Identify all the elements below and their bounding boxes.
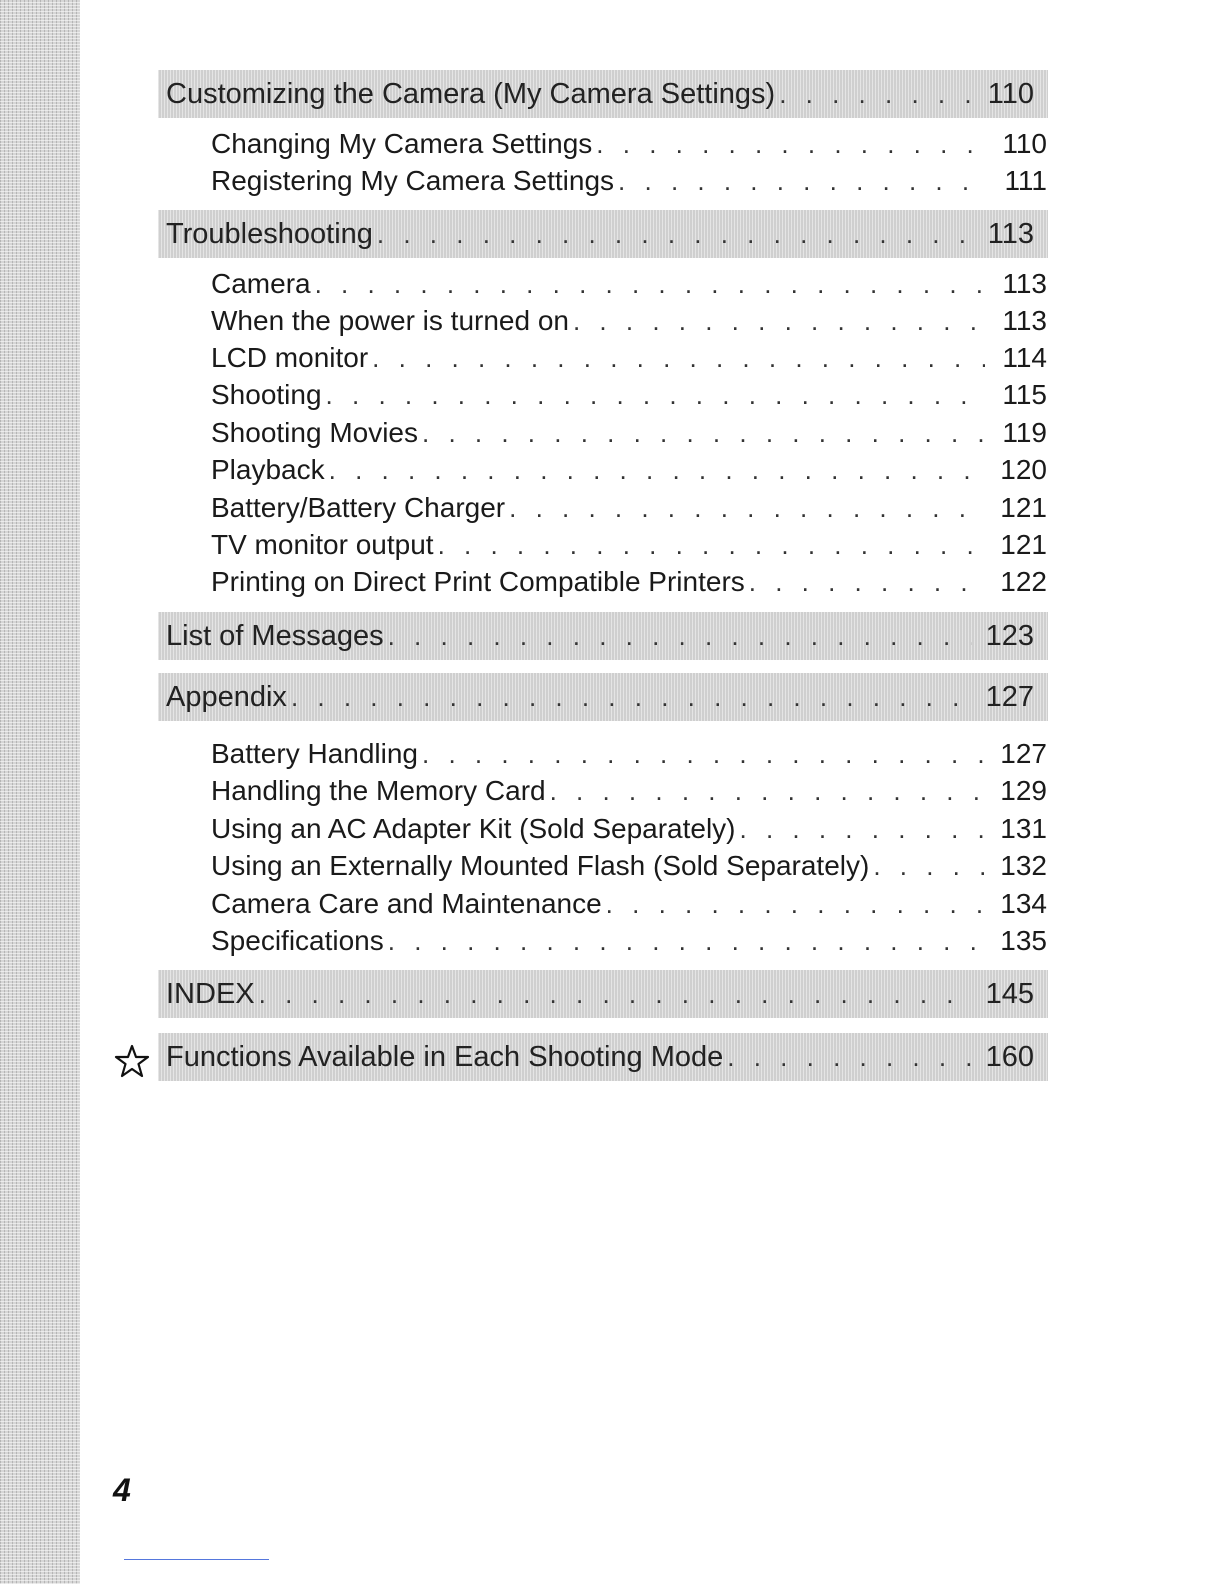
toc-entry[interactable] xyxy=(211,737,1047,771)
dot-leader xyxy=(322,380,985,411)
entry-label: Playback xyxy=(211,454,325,485)
entry-page: 120 xyxy=(1000,454,1047,485)
entry-page: 127 xyxy=(1000,738,1047,769)
dot-leader xyxy=(723,1042,971,1073)
entry-label: Using an Externally Mounted Flash (Sold Separately) xyxy=(211,850,870,881)
toc-entry[interactable] xyxy=(211,304,1047,338)
entry-page: 113 xyxy=(1002,305,1047,336)
section-title: Functions Available in Each Shooting Mode xyxy=(166,1040,724,1073)
toc-entry[interactable] xyxy=(211,774,1047,808)
entry-page: 121 xyxy=(1000,529,1047,560)
section-title: List of Messages xyxy=(166,619,384,652)
entry-page: 115 xyxy=(1002,379,1047,410)
toc-entry[interactable] xyxy=(211,453,1047,487)
entry-label: Changing My Camera Settings xyxy=(211,128,593,159)
toc-section-appendix[interactable] xyxy=(158,673,1048,721)
toc-entry[interactable] xyxy=(211,887,1047,921)
toc-entry[interactable] xyxy=(211,565,1047,599)
section-title: Appendix xyxy=(166,680,287,713)
dot-leader xyxy=(614,166,985,197)
dot-leader xyxy=(384,621,972,652)
dot-leader xyxy=(255,979,972,1010)
section-page: 160 xyxy=(985,1040,1034,1073)
dot-leader xyxy=(546,776,985,807)
dot-leader xyxy=(505,493,985,524)
section-title: Troubleshooting xyxy=(166,217,373,250)
dot-leader xyxy=(869,851,985,882)
toc-section-functions[interactable] xyxy=(158,1033,1048,1081)
toc-entry[interactable] xyxy=(211,267,1047,301)
entry-page: 113 xyxy=(1002,268,1047,299)
dot-leader xyxy=(368,343,985,374)
entry-label: Shooting xyxy=(211,379,322,410)
toc-entry[interactable] xyxy=(211,528,1047,562)
dot-leader xyxy=(311,269,985,300)
section-page: 113 xyxy=(987,217,1034,250)
entry-page: 134 xyxy=(1000,888,1047,919)
dot-leader xyxy=(418,418,985,449)
dot-leader xyxy=(418,739,985,770)
dot-leader xyxy=(775,79,972,110)
dot-leader xyxy=(373,219,972,250)
entry-page: 121 xyxy=(1000,492,1047,523)
entry-label: Printing on Direct Print Compatible Printers xyxy=(211,566,745,597)
section-page: 145 xyxy=(985,977,1034,1010)
left-edge-pattern xyxy=(0,0,80,1584)
entry-page: 129 xyxy=(1000,775,1047,806)
section-title: INDEX xyxy=(166,977,255,1010)
entry-label: Registering My Camera Settings xyxy=(211,165,615,196)
toc-entry[interactable] xyxy=(211,127,1047,161)
entry-page: 132 xyxy=(1000,850,1047,881)
dot-leader xyxy=(569,306,985,337)
toc-entry[interactable] xyxy=(211,491,1047,525)
entry-label: Battery/Battery Charger xyxy=(211,492,506,523)
dot-leader xyxy=(325,455,985,486)
entry-page: 110 xyxy=(1002,128,1047,159)
entry-label: Camera Care and Maintenance xyxy=(211,888,602,919)
toc-entry[interactable] xyxy=(211,341,1047,375)
toc-section-index[interactable] xyxy=(158,970,1048,1018)
section-page: 123 xyxy=(985,619,1034,652)
dot-leader xyxy=(434,530,985,561)
entry-label: Handling the Memory Card xyxy=(211,775,546,806)
entry-page: 114 xyxy=(1002,342,1047,373)
dot-leader xyxy=(736,814,985,845)
toc-entry[interactable] xyxy=(211,416,1047,450)
entry-label: Using an AC Adapter Kit (Sold Separately) xyxy=(211,813,736,844)
toc-section-customizing[interactable] xyxy=(158,70,1048,118)
entry-page: 119 xyxy=(1002,417,1047,448)
section-page: 110 xyxy=(987,77,1034,110)
dot-leader xyxy=(384,926,985,957)
toc-entry[interactable] xyxy=(211,378,1047,412)
star-outline-icon xyxy=(114,1043,150,1079)
entry-label: Camera xyxy=(211,268,311,299)
entry-label: Shooting Movies xyxy=(211,417,419,448)
entry-page: 122 xyxy=(1000,566,1047,597)
toc-entry[interactable] xyxy=(211,849,1047,883)
entry-page: 131 xyxy=(1000,813,1047,844)
entry-page: 135 xyxy=(1000,925,1047,956)
footer-rule xyxy=(124,1559,269,1560)
dot-leader xyxy=(745,567,985,598)
entry-page: 111 xyxy=(1004,165,1047,196)
dot-leader xyxy=(592,129,985,160)
toc-section-troubleshooting[interactable] xyxy=(158,210,1048,258)
section-page: 127 xyxy=(985,680,1034,713)
entry-label: When the power is turned on xyxy=(211,305,569,336)
entry-label: LCD monitor xyxy=(211,342,369,373)
entry-label: Specifications xyxy=(211,925,384,956)
toc-entry[interactable] xyxy=(211,924,1047,958)
toc-entry[interactable] xyxy=(211,812,1047,846)
toc-section-list-of-messages[interactable] xyxy=(158,612,1048,660)
section-title: Customizing the Camera (My Camera Settings) xyxy=(166,77,776,110)
dot-leader xyxy=(287,682,972,713)
toc-entry[interactable] xyxy=(211,164,1047,198)
entry-label: Battery Handling xyxy=(211,738,419,769)
entry-label: TV monitor output xyxy=(211,529,434,560)
dot-leader xyxy=(602,889,985,920)
page-number: 4 xyxy=(113,1472,131,1508)
